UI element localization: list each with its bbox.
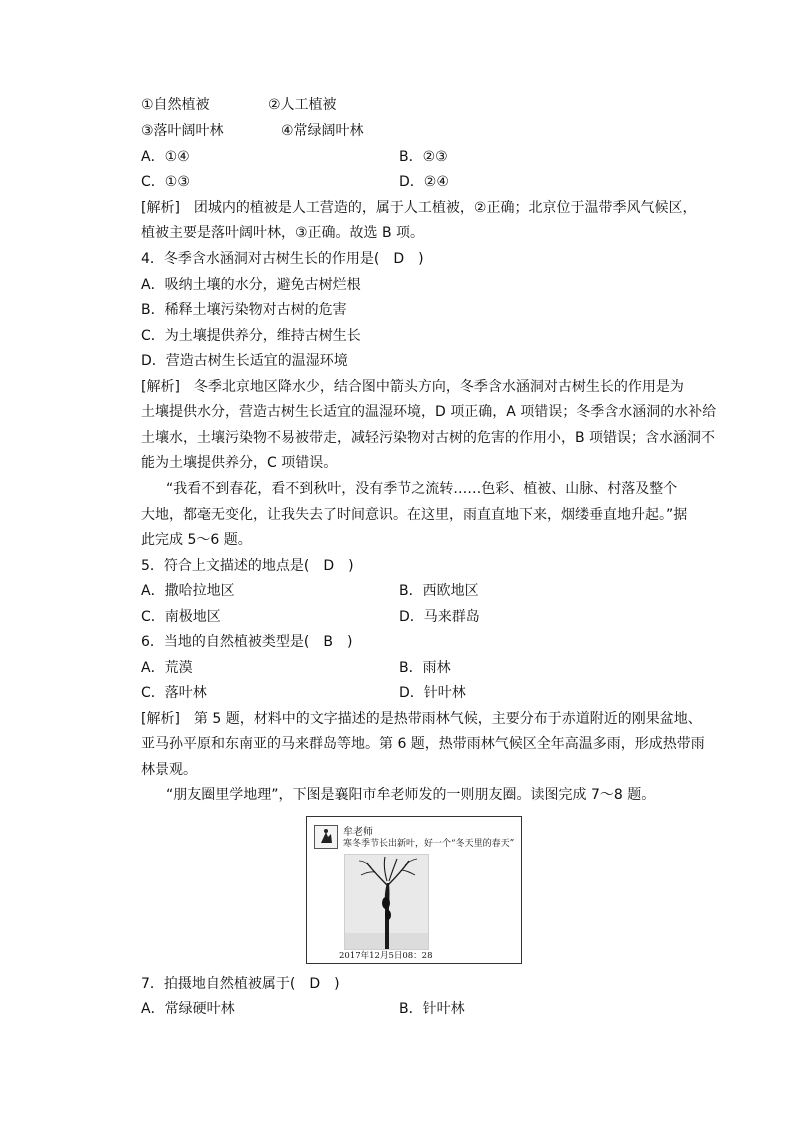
analysis-4-line-2: 土壤提供水分，营造古树生长适宜的温湿环境，D 项正确，A 项错误；冬季含水涵洞的水补给: [141, 404, 717, 420]
option-1: ①自然植被: [141, 97, 210, 113]
question-6-choice-a: A．荒漠: [141, 660, 193, 676]
post-text: 寒冬季节长出新叶，好一个“冬天里的春天”: [343, 839, 515, 849]
question-6-stem: 6．当地的自然植被类型是( B ): [141, 634, 353, 650]
tree-image: [345, 855, 428, 949]
question-5-choice-c: C．南极地区: [141, 609, 221, 625]
option-2: ②人工植被: [268, 97, 337, 113]
question-5-choice-b: B．西欧地区: [399, 583, 479, 599]
post-timestamp: 2017年12月5日08：28: [339, 951, 433, 961]
analysis-4-line-1: [141, 377, 684, 397]
option-4: ④常绿阔叶林: [281, 123, 364, 139]
question-7-choice-a: A．常绿硬叶林: [141, 1001, 235, 1017]
analysis-text: 冬季北京地区降水少，结合图中箭头方向，冬季含水涵洞对古树生长的作用是为: [179, 379, 684, 395]
analysis-56-line-3: 林景观。: [141, 762, 197, 778]
avatar: [314, 825, 338, 849]
choice-b: B．②③: [399, 149, 448, 165]
analysis-56-line-1: [141, 709, 702, 729]
question-4-choice-a: A．吸纳土壤的水分，避免古树烂根: [141, 277, 361, 293]
analysis-3-line-2: 植被主要是落叶阔叶林，③正确。故选 B 项。: [141, 225, 425, 241]
question-5-choice-d: D．马来群岛: [399, 609, 480, 625]
choice-a: A．①④: [141, 149, 190, 165]
tree-photo: [344, 854, 429, 950]
question-6-choice-b: B．雨林: [399, 660, 451, 676]
passage-line-1: “我看不到春花，看不到秋叶，没有季节之流转……色彩、植被、山脉、村落及整个: [166, 481, 678, 497]
question-4-choice-b: B．稀释土壤污染物对古树的危害: [141, 302, 347, 318]
analysis-56-line-2: 亚马孙平原和东南亚的马来群岛等地。第 6 题，热带雨林气候区全年高温多雨，形成热带雨: [141, 736, 705, 752]
analysis-4-line-4: 能为土壤提供养分，C 项错误。: [141, 455, 338, 471]
analysis-4-line-3: 土壤水，土壤污染物不易被带走，减轻污染物对古树的危害的作用小，B 项错误；含水涵洞不: [141, 430, 716, 446]
question-6-choice-c: C．落叶林: [141, 685, 207, 701]
passage-line-2: 大地，都毫无变化，让我失去了时间意识。在这里，雨直直地下来，烟缕垂直地升起。”据: [141, 507, 688, 523]
question-7-stem: 7．拍摄地自然植被属于( D ): [141, 976, 340, 992]
post-author: 牟老师: [343, 827, 373, 838]
question-5-stem: 5．符合上文描述的地点是( D ): [141, 558, 354, 574]
question-4-choice-d: D．营造古树生长适宜的温湿环境: [141, 353, 348, 369]
option-3: ③落叶阔叶林: [141, 123, 224, 139]
analysis-tag: [解析]: [141, 379, 180, 395]
question-4-stem: 4．冬季含水涵洞对古树生长的作用是( D ): [141, 251, 424, 267]
avatar-icon: [315, 826, 337, 848]
question-5-choice-a: A．撒哈拉地区: [141, 583, 235, 599]
question-7-choice-b: B．针叶林: [399, 1001, 465, 1017]
question-4-choice-c: C．为土壤提供养分，维持古树生长: [141, 328, 361, 344]
choice-d: D．②④: [399, 174, 449, 190]
analysis-text: 第 5 题，材料中的文字描述的是热带雨林气候，主要分布于赤道附近的刚果盆地、: [179, 711, 702, 727]
analysis-tag: [解析]: [141, 711, 180, 727]
social-post-figure: [306, 816, 522, 964]
analysis-3-line-1: [141, 198, 697, 218]
choice-c: C．①③: [141, 174, 190, 190]
question-6-choice-d: D．针叶林: [399, 685, 466, 701]
analysis-text: 团城内的植被是人工营造的，属于人工植被，②正确；北京位于温带季风气候区，: [179, 200, 697, 216]
intro-7-8: “朋友圈里学地理”，下图是襄阳市牟老师发的一则朋友圈。读图完成 7～8 题。: [166, 787, 656, 803]
passage-line-3: 此完成 5～6 题。: [141, 532, 252, 548]
analysis-tag: [解析]: [141, 200, 180, 216]
